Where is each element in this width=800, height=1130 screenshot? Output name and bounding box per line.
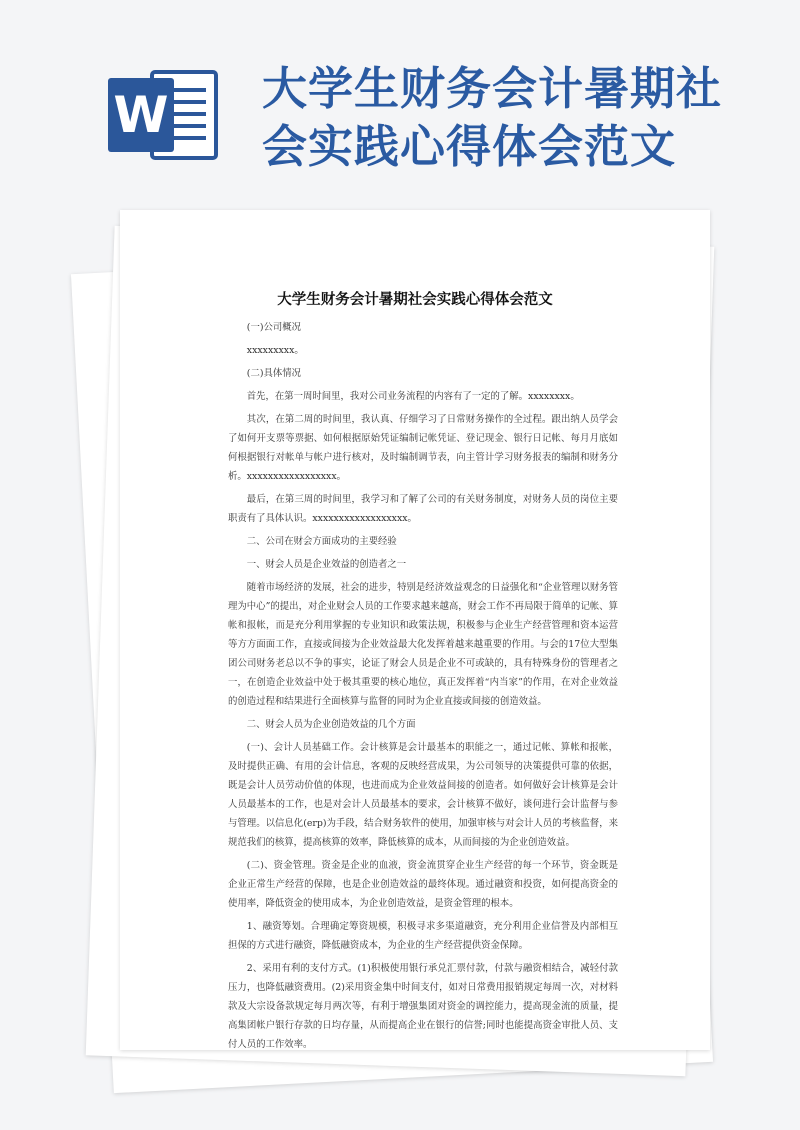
paragraph: 1、融资筹划。合理确定筹资规模，积极寻求多渠道融资，充分利用企业信誉及内部相互担保的方式进行融资，降低融资成本，为企业的生产经营提供资金保障。 <box>228 921 618 951</box>
paragraph: 二、公司在财会方面成功的主要经验 <box>246 536 397 547</box>
document-page <box>120 210 710 1050</box>
paragraph: 随着市场经济的发展，社会的进步，特别是经济效益观念的日益强化和“企业管理以财务管理为中心”的提出，对企业财会人员的工作要求越来越高，财会工作不再局限于简单的记帐、算帐和报帐，而是充分利用掌握的专业知识和政策法规，积极参与企业生产经营管理和资本运营等方方面面工作，直接或间接为企业效益最大化发挥着越来越重要的作用。与会的17位大型集团公司财务老总以不争的事实，论证了财会人员是企业不可或缺的，具有特殊身份的管理者之一，在创造企业效益中处于极其重要的核心地位，真正发挥着“内当家”的作用，在对企业效益的创造过程和结果进行全面核算与监督的同时为企业直接或间接的创造效益。 <box>228 582 618 707</box>
title-line-1: 大学生财务会计暑期社 <box>262 62 723 115</box>
page-title <box>262 60 782 176</box>
paragraph: (二)具体情况 <box>246 368 301 379</box>
document-title: 大学生财务会计暑期社会实践心得体会范文 <box>277 292 553 308</box>
paragraph: 最后，在第三周的时间里，我学习和了解了公司的有关财务制度，对财务人员的岗位主要职责有了具体认识。xxxxxxxxxxxxxxxxxx。 <box>228 494 618 524</box>
paragraph: (二)、资金管理。资金是企业的血液，资金流贯穿企业生产经营的每一个环节，资金既是企业正常生产经营的保障，也是企业创造效益的最终体现。通过融资和投资，如何提高资金的使用率，降低资金的使用成本，为企业创造效益，是资金管理的根本。 <box>228 860 618 909</box>
paragraph: (一)公司概况 <box>246 322 301 333</box>
title-line-2: 会实践心得体会范文 <box>262 120 677 173</box>
paragraph: 二、财会人员为企业创造效益的几个方面 <box>246 719 416 730</box>
word-document-icon <box>108 66 220 164</box>
paragraph: 其次，在第二周的时间里，我认真、仔细学习了日常财务操作的全过程。跟出纳人员学会了如何开支票等票据、如何根据原始凭证编制记帐凭证、登记现金、银行日记帐、每月月底如何根据银行对帐单与帐户进行核对，及时编制调节表，向主管计学习财务报表的编制和财务分析。xxxxxxxxxxxxxxxxx。 <box>228 414 618 482</box>
paragraph: (一)、会计人员基础工作。会计核算是会计最基本的职能之一，通过记帐、算帐和报帐，及时提供正确、有用的会计信息，客观的反映经营成果，为公司领导的决策提供可靠的依据，既是会计人员劳动价值的体现，也进而成为企业效益间接的创造者。如何做好会计核算是会计人员最基本的工作，也是对会计人员最基本的要求，会计核算不做好，谈何进行会计监督与参与管理。以信息化(erp)为手段，结合财务软件的使用，加强审核与对会计人员的考核监督，来规范我们的核算，提高核算的效率，降低核算的成本，从而间接的为企业创造效益。 <box>228 742 618 848</box>
svg-text:W: W <box>113 86 169 144</box>
paragraph: 2、采用有利的支付方式。(1)积极使用银行承兑汇票付款，付款与融资相结合，减轻付款压力，也降低融资费用。(2)采用资金集中时间支付，如对日常费用报销规定每周一次，对材料款及大宗设备款规定每月两次等，有利于增强集团对资金的调控能力，提高现金流的质量，提高集团帐户银行存款的日均存量，从而提高企业在银行的信誉;同时也能提高资金审批人员、支付人员的工作效率。 <box>228 963 618 1050</box>
paragraph: 首先，在第一周时间里，我对公司业务流程的内容有了一定的了解。xxxxxxxx。 <box>246 391 580 402</box>
paragraph: xxxxxxxxx。 <box>246 345 304 356</box>
header-banner <box>0 0 800 200</box>
paragraph: 一、财会人员是企业效益的创造者之一 <box>246 559 407 570</box>
document-body <box>228 318 618 1058</box>
